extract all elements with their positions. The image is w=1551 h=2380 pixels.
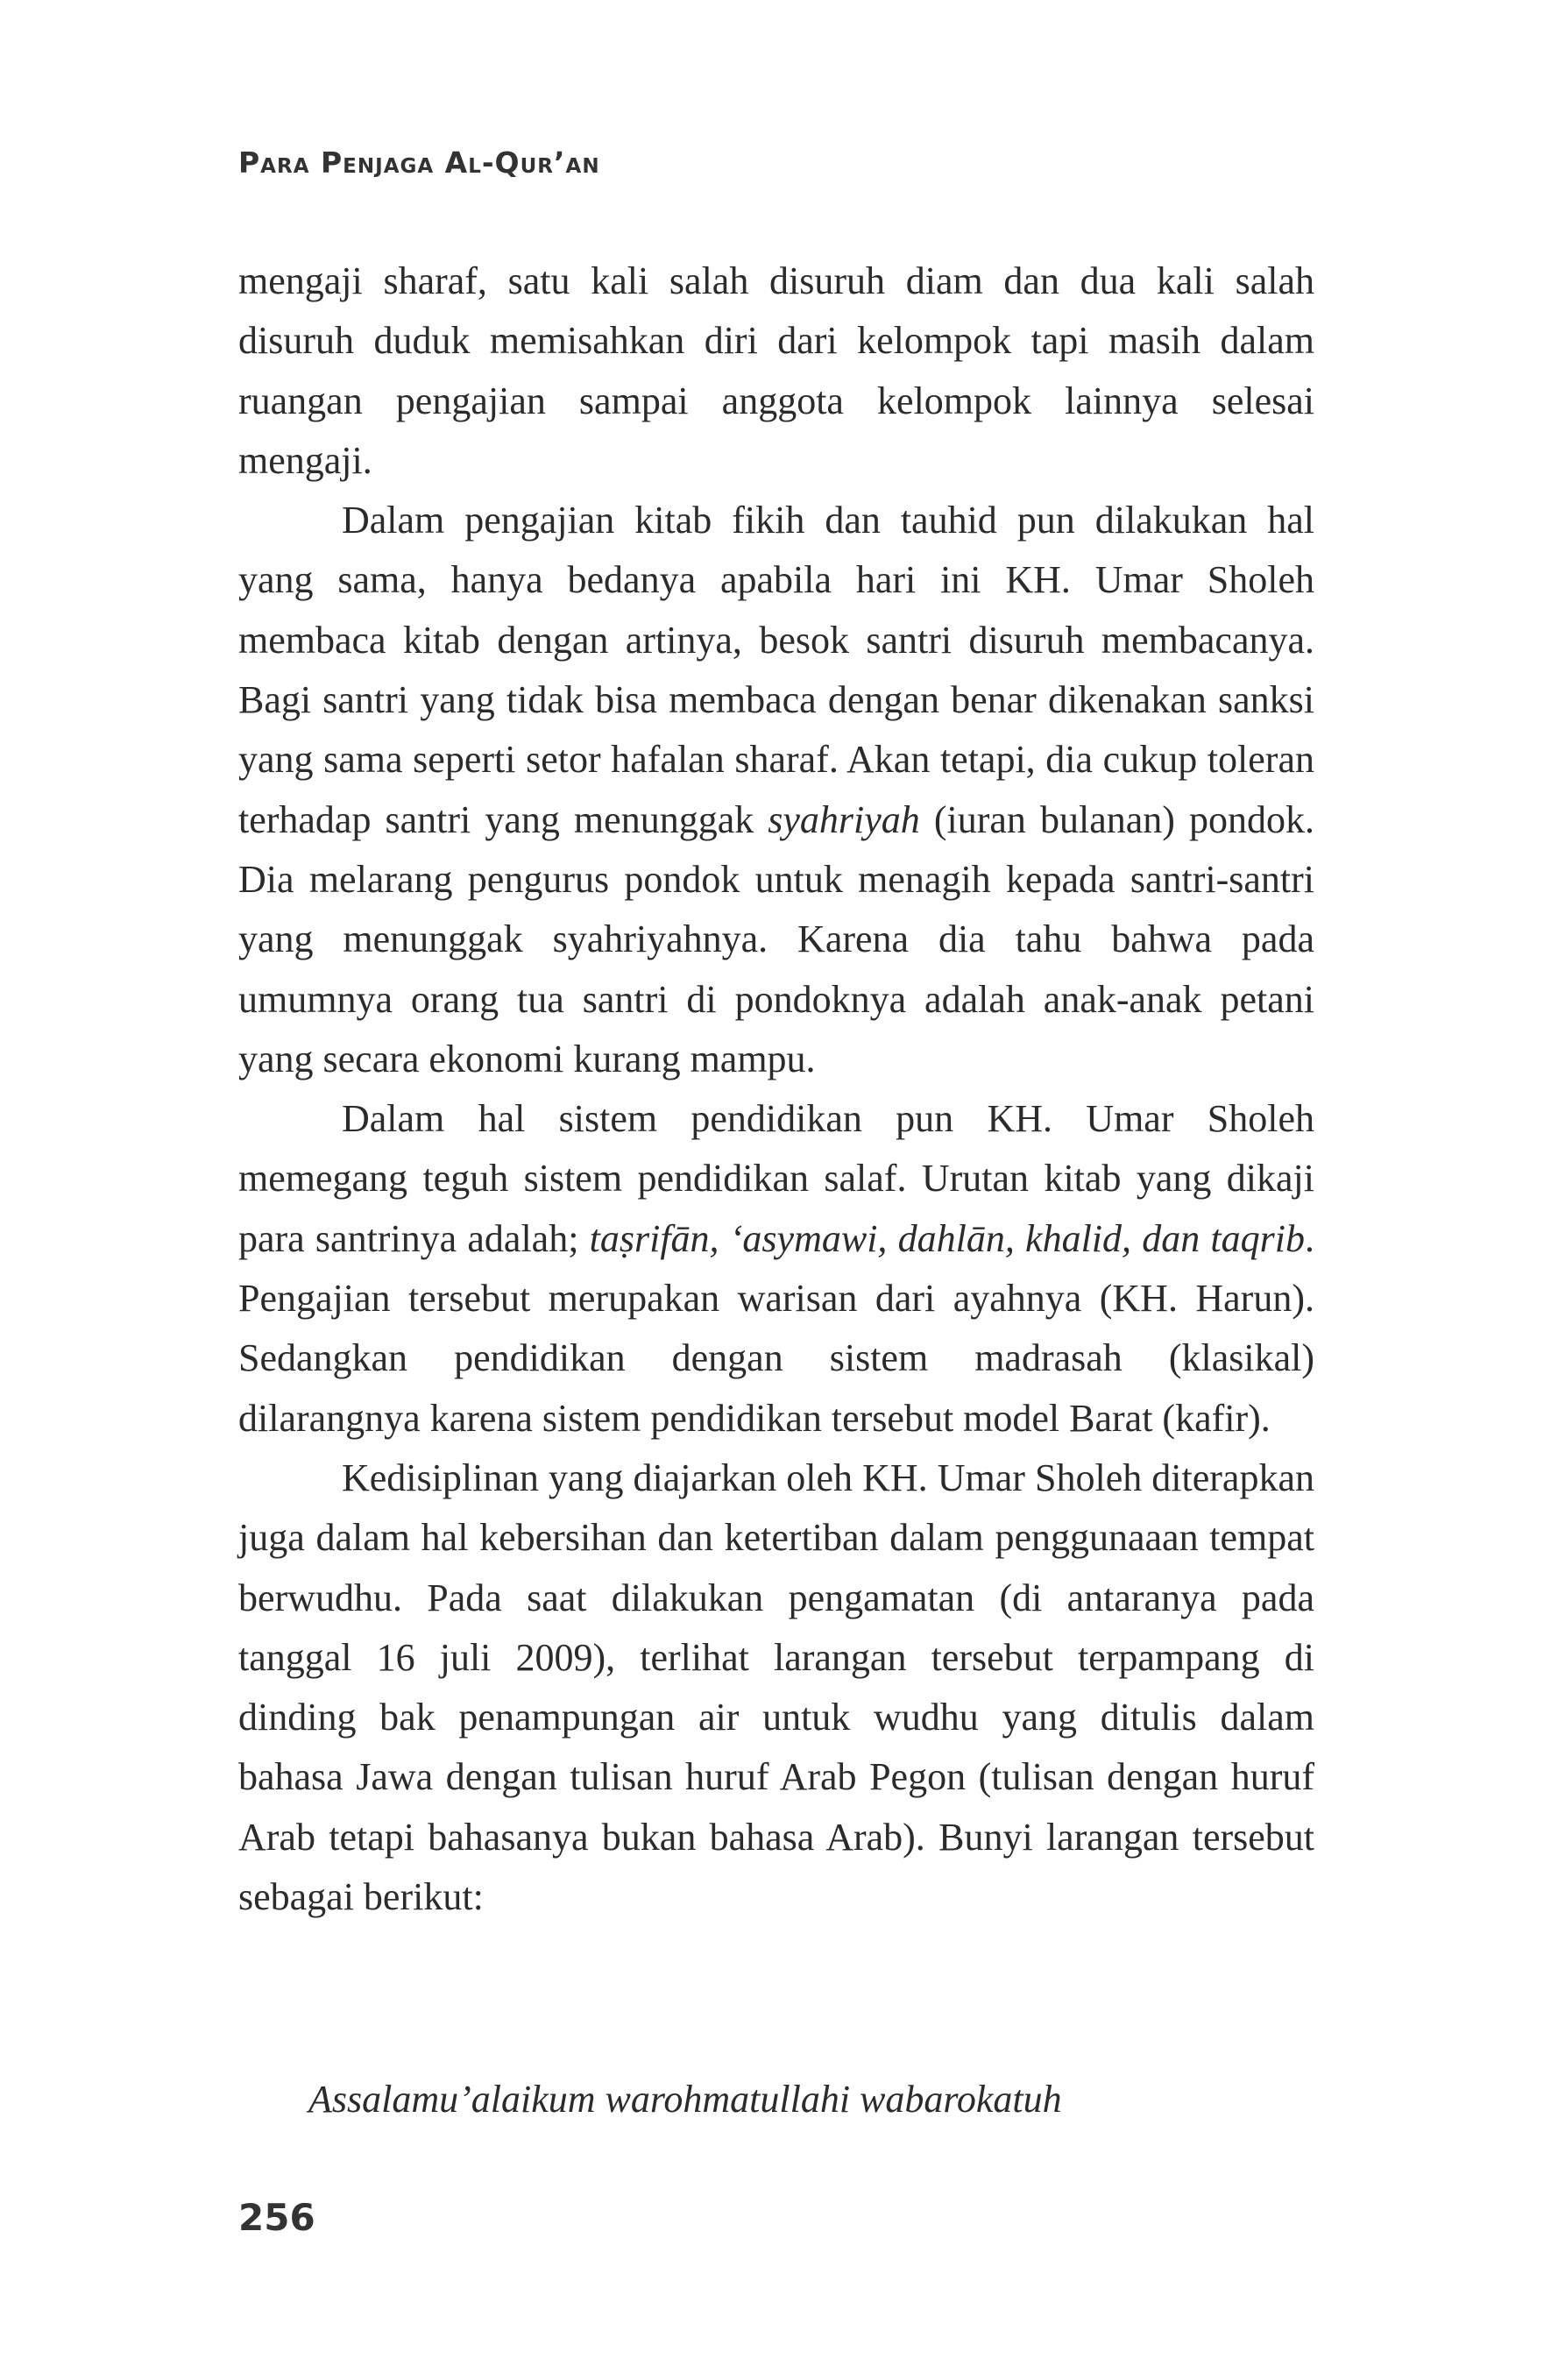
- body-text: [238, 251, 1314, 1927]
- kitab-list: taṣrifān, ‘asymawi, dahlān, khalid, dan taqrib: [589, 1216, 1305, 1260]
- paragraph-continuation: mengaji sharaf, satu kali salah disuruh diam dan dua kali salah disuruh duduk memisahkan diri dari kelompok tapi masih dalam ruangan pengajian sampai anggota kelompok lainnya selesai mengaji.: [238, 259, 1314, 482]
- term-syahriyah: syahriyah: [768, 797, 920, 841]
- closing-greeting: Assalamu’alaikum warohmatullahi wabarokatuh: [308, 2078, 1062, 2121]
- paragraph-sistem-pendidikan: [238, 1089, 1314, 1449]
- page-number: 256: [238, 2196, 315, 2239]
- paragraph-kedisiplinan: Kedisiplinan yang diajarkan oleh KH. Umar Sholeh diterapkan juga dalam hal kebersihan dan ketertiban dalam penggunaaan tempat berwudhu. Pada saat dilakukan pengamatan (di antaranya pada tanggal 16 juli 2009), terlihat larangan tersebut terpampang di dinding bak penampungan air untuk wudhu yang ditulis dalam bahasa Jawa dengan tulisan huruf Arab Pegon (tulisan dengan huruf Arab tetapi bahasanya bukan bahasa Arab). Bunyi larangan tersebut sebagai berikut:: [238, 1456, 1314, 1919]
- paragraph-sistem-pendidikan-part-2: . Pengajian tersebut merupakan warisan dari ayahnya (KH. Harun). Sedangkan pendidikan dengan sistem madrasah (klasikal) dilarangnya karena sistem pendidikan tersebut model Barat (kafir).: [238, 1216, 1314, 1440]
- paragraph-fikih-tauhid-part-2: (iuran bulanan) pondok. Dia melarang pengurus pondok untuk menagih kepada santri-santri yang menunggak syahriyahnya. Karena dia tahu bahwa pada umumnya orang tua santri di pondoknya adalah anak-anak petani yang secara ekonomi kurang mampu.: [238, 797, 1314, 1080]
- paragraph-fikih-tauhid-part-1: Dalam pengajian kitab fikih dan tauhid pun dilakukan hal yang sama, hanya bedanya apabila hari ini KH. Umar Sholeh membaca kitab dengan artinya, besok santri disuruh membacanya. Bagi santri yang tidak bisa membaca dengan benar dikenakan sanksi yang sama seperti setor hafalan sharaf. Akan tetapi, dia cukup toleran terhadap santri yang menunggak: [238, 499, 1314, 841]
- running-header: Para Penjaga Al-Qur’an: [238, 145, 600, 180]
- paragraph-sistem-pendidikan-part-1: Dalam hal sistem pendidikan pun KH. Umar Sholeh memegang teguh sistem pendidikan salaf. Urutan kitab yang dikaji para santrinya adalah;: [238, 1097, 1314, 1260]
- paragraph-fikih-tauhid: [238, 491, 1314, 1089]
